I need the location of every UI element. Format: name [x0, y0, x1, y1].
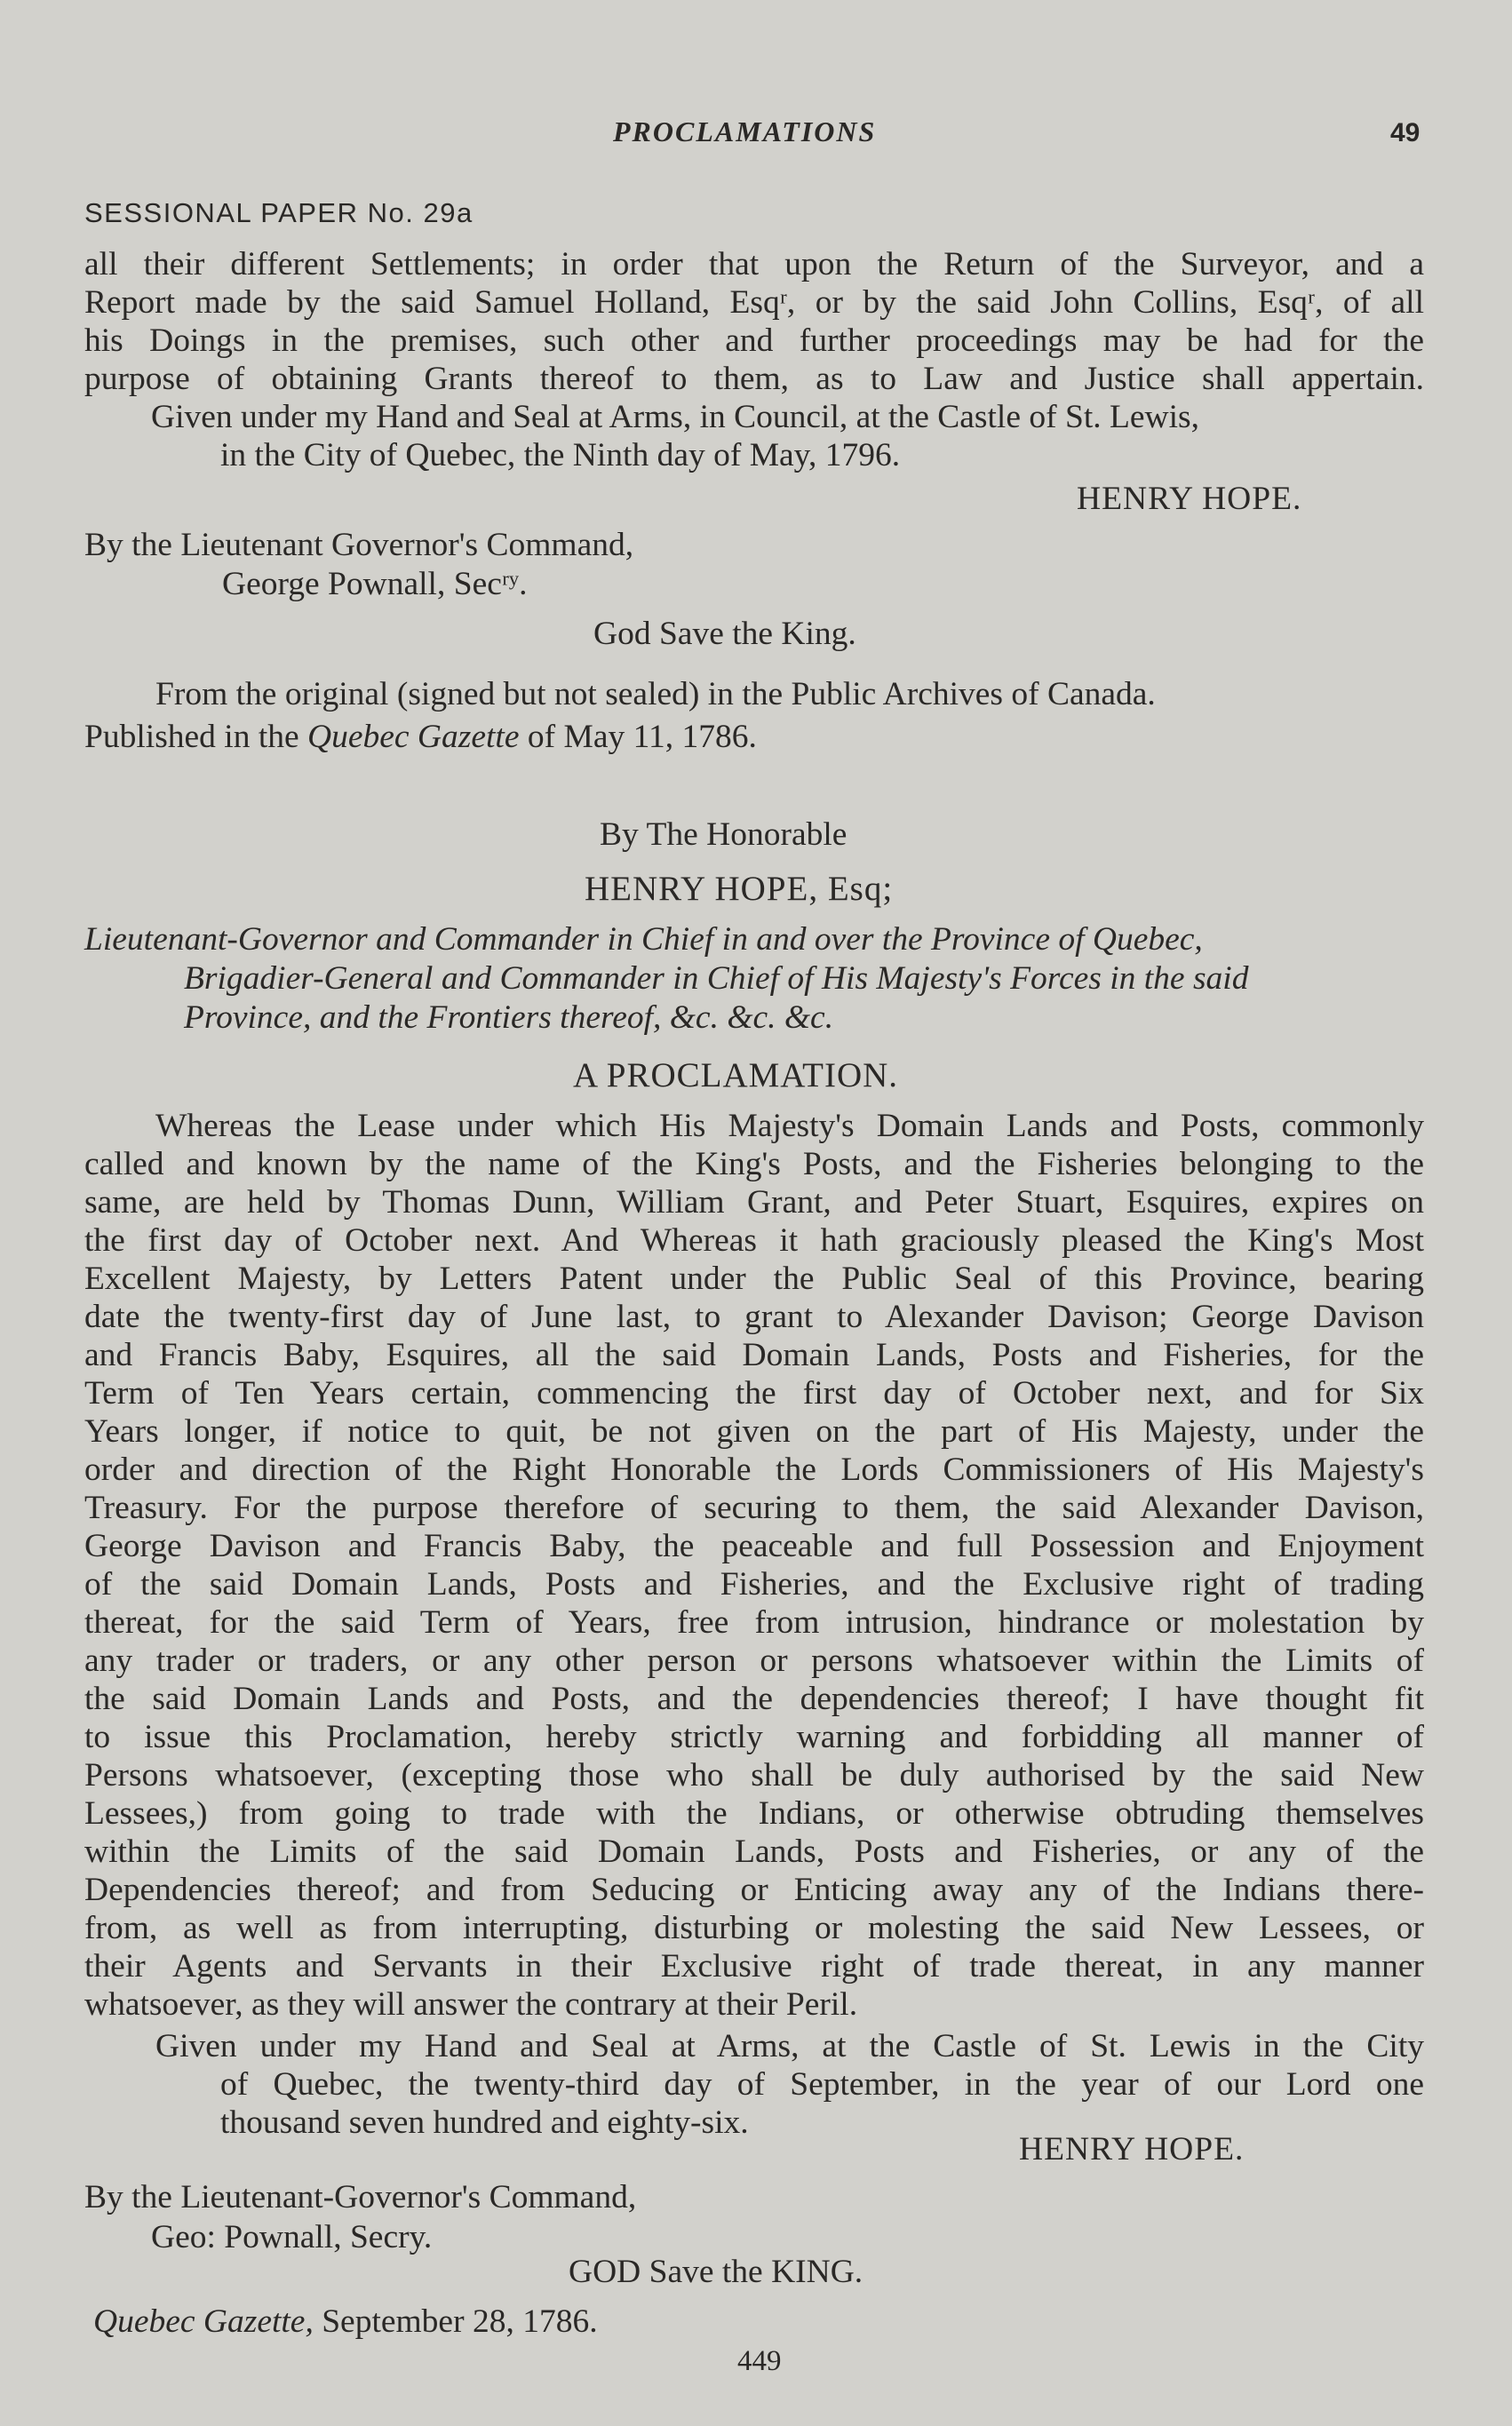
text-line: and Francis Baby, Esquires, all the said Domain Lands, Posts and Fisheries, for the	[84, 1337, 1424, 1373]
proclamation-body	[84, 1107, 1424, 2024]
text-line: from, as well as from interrupting, disturbing or molesting the said New Lessees, or	[84, 1910, 1424, 1946]
gazette-title: Quebec Gazette	[307, 719, 520, 755]
text-line: of the said Domain Lands, Posts and Fisheries, and the Exclusive right of trading	[84, 1566, 1424, 1603]
text-line: within the Limits of the said Domain Lands, Posts and Fisheries, or any of the	[84, 1833, 1424, 1870]
text-line: to issue this Proclamation, hereby strictly warning and forbidding all manner of	[84, 1719, 1424, 1755]
given-under-line-2: in the City of Quebec, the Ninth day of May, 1796.	[220, 437, 901, 473]
text-line: any trader or traders, or any other person or persons whatsoever within the Limits of	[84, 1643, 1424, 1679]
issuer-title-line-2: Brigadier-General and Commander in Chief of His Majesty's Forces in the said	[184, 960, 1249, 997]
text-line: purpose of obtaining Grants thereof to them, as to Law and Justice shall appertain.	[84, 361, 1424, 397]
secretary-line-2: Geo: Pownall, Secry.	[151, 2219, 433, 2255]
text-line: same, are held by Thomas Dunn, William Grant, and Peter Stuart, Esquires, expires on	[84, 1184, 1424, 1221]
page-number: 49	[1390, 118, 1420, 147]
sessional-paper-label: SESSIONAL PAPER No. 29a	[84, 197, 473, 228]
gazette-date: September 28, 1786.	[313, 2303, 598, 2340]
text-line: whatsoever, as they will answer the contrary at their Peril.	[84, 1986, 858, 2023]
issuer-title-line-3: Province, and the Frontiers thereof, &c. &c. &c.	[184, 999, 834, 1036]
issuer-title-line-1: Lieutenant-Governor and Commander in Chief in and over the Province of Quebec,	[84, 921, 1203, 958]
text-line: Term of Ten Years certain, commencing the first day of October next, and for Six	[84, 1375, 1424, 1412]
source-note-line-1: From the original (signed but not sealed) in the Public Archives of Canada.	[155, 676, 1156, 712]
text-line: Dependencies thereof; and from Seducing or Enticing away any of the Indians there-	[84, 1872, 1424, 1908]
text-line: Years longer, if notice to quit, be not given on the part of His Majesty, under the	[84, 1413, 1424, 1450]
running-title: PROCLAMATIONS	[613, 115, 877, 147]
by-the-honorable: By The Honorable	[600, 816, 848, 853]
text-line: Lessees,) from going to trade with the Indians, or otherwise obtruding themselves	[84, 1795, 1424, 1832]
text-line: Given under my Hand and Seal at Arms, at the Castle of St. Lewis in the City	[155, 2028, 1424, 2064]
command-line-2: By the Lieutenant-Governor's Command,	[84, 2179, 637, 2215]
text-line: all their different Settlements; in order that upon the Return of the Surveyor, and a	[84, 246, 1424, 282]
text-line: his Doings in the premises, such other and further proceedings may be had for the	[84, 322, 1424, 359]
text-line: George Davison and Francis Baby, the peaceable and full Possession and Enjoyment	[84, 1528, 1424, 1564]
given-under-block	[155, 2027, 1424, 2142]
text-line: Whereas the Lease under which His Majesty's Domain Lands and Posts, commonly	[155, 1108, 1424, 1144]
issuer-name: HENRY HOPE, Esq;	[585, 870, 894, 908]
proclamation-heading: A PROCLAMATION.	[573, 1056, 899, 1094]
text-line: thereat, for the said Term of Years, free from intrusion, hindrance or molestation by	[84, 1604, 1424, 1641]
given-under-line: Given under my Hand and Seal at Arms, in Council, at the Castle of St. Lewis,	[151, 399, 1200, 435]
source-note-line-2	[84, 718, 757, 756]
gazette-title-2: Quebec Gazette,	[93, 2303, 314, 2340]
text-line: thousand seven hundred and eighty-six.	[220, 2104, 749, 2141]
text-line: their Agents and Servants in their Exclusive right of trade thereat, in any manner	[84, 1948, 1424, 1985]
text-line: of Quebec, the twenty-third day of September, in the year of our Lord one	[220, 2066, 1424, 2103]
text-line: the first day of October next. And Whereas it hath graciously pleased the King's Most	[84, 1222, 1424, 1259]
text-line: Report made by the said Samuel Holland, Esqʳ, or by the said John Collins, Esqʳ, of all	[84, 284, 1424, 321]
source-prefix: Published in the	[84, 719, 308, 755]
text-line: Treasury. For the purpose therefore of securing to them, the said Alexander Davison,	[84, 1490, 1424, 1526]
source-suffix: of May 11, 1786.	[519, 719, 757, 755]
command-line: By the Lieutenant Governor's Command,	[84, 527, 634, 563]
secretary-line: George Pownall, Secʳʸ.	[222, 566, 528, 602]
text-line: the said Domain Lands and Posts, and the dependencies thereof; I have thought fit	[84, 1681, 1424, 1717]
signature-henry-hope: HENRY HOPE.	[1077, 481, 1302, 517]
footer-page-number: 449	[737, 2345, 782, 2377]
text-line: date the twenty-first day of June last, to grant to Alexander Davison; George Davison	[84, 1299, 1424, 1335]
text-line: Excellent Majesty, by Letters Patent under the Public Seal of this Province, bearing	[84, 1261, 1424, 1297]
text-line: called and known by the name of the King's Posts, and the Fisheries belonging to the	[84, 1146, 1424, 1182]
god-save-the-king-2: GOD Save the KING.	[569, 2254, 863, 2290]
god-save-the-king: God Save the King.	[593, 616, 856, 652]
text-line: order and direction of the Right Honorable the Lords Commissioners of His Majesty's	[84, 1452, 1424, 1488]
gazette-citation	[93, 2303, 598, 2341]
signature-henry-hope-2: HENRY HOPE.	[1019, 2131, 1245, 2167]
continuation-paragraph	[84, 245, 1424, 398]
text-line: Persons whatsoever, (excepting those who shall be duly authorised by the said New	[84, 1757, 1424, 1794]
